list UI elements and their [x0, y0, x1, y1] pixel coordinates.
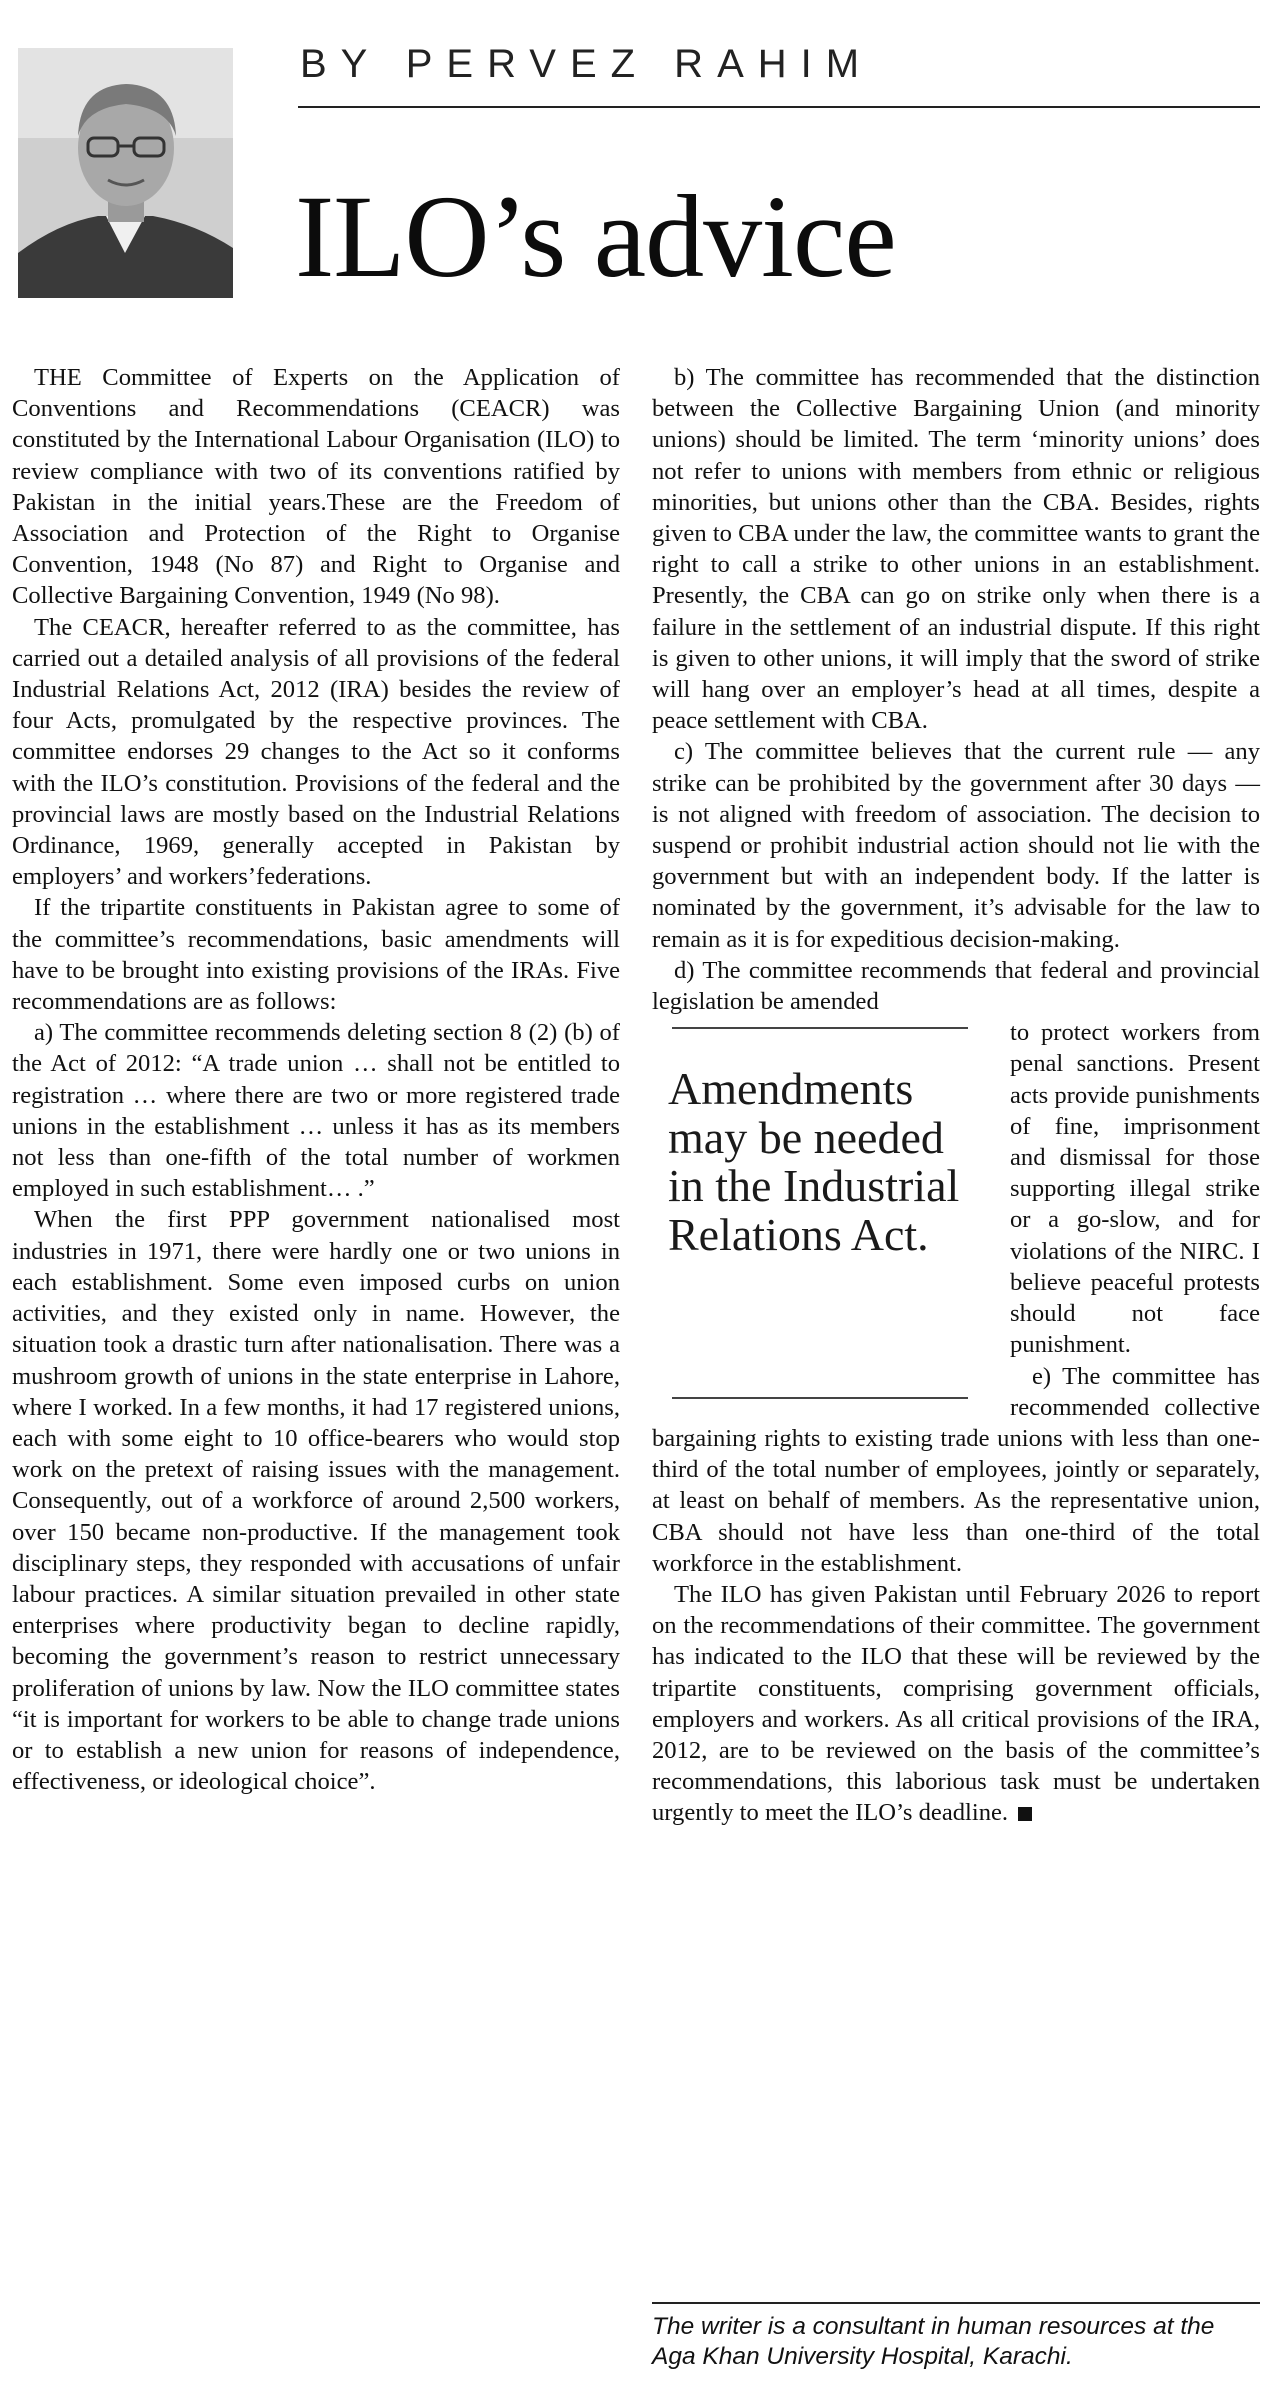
body-paragraph: c) The committee believes that the current rule — any strike can be prohibited by the government after 30 days — is not aligned with freedom of association. The decision to suspend or prohibit industrial action should not lie with the government but with an independent body. If the latter is nominated by the government, it’s advisable for the law to remain as it is for expeditious decision-making.: [652, 738, 1260, 953]
author-portrait-icon: [18, 48, 233, 298]
article-column-right: [652, 362, 1260, 2272]
pull-quote-bottom-rule: [672, 1397, 968, 1399]
body-paragraph: b) The committee has recommended that the distinction between the Collective Bargaining Union (and minority unions) should be limited. The term ‘minority unions’ does not refer to unions with members from ethnic or religious minorities, but unions other than the CBA. Besides, rights given to CBA under the law, the committee wants to grant the right to call a strike to other unions in an establishment. Presently, the CBA can go on strike only when there is a failure in the settlement of an industrial dispute. If this right is given to other unions, it will imply that the sword of strike will hang over an employer’s head at all times, despite a peace settlement with CBA.: [652, 364, 1260, 735]
end-square-icon: [1018, 1807, 1032, 1821]
author-photo-drawing: [18, 48, 233, 298]
footer-divider: [652, 2302, 1260, 2304]
byline: BY PERVEZ RAHIM: [300, 42, 874, 86]
body-paragraph-final: [652, 1579, 1260, 1829]
body-paragraph: d) The committee recommends that federal and provincial legislation be amended: [652, 956, 1260, 1016]
pull-quote-top-rule: [672, 1027, 968, 1029]
pull-quote-box: [652, 1021, 990, 1409]
headline: ILO’s advice: [295, 171, 896, 302]
article-header: [0, 0, 1280, 350]
body-paragraph: If the tripartite constituents in Pakistan agree to some of the committee’s recommendations, basic amendments will have to be brought into existing provisions of the IRAs. Five recommendations are as follows:: [12, 894, 620, 1016]
byline-divider: [298, 106, 1260, 108]
author-note: The writer is a consultant in human resources at the Aga Khan University Hospital, Karachi.: [652, 2313, 1215, 2370]
body-paragraph: The CEACR, hereafter referred to as the committee, has carried out a detailed analysis of all provisions of the federal Industrial Relations Act, 2012 (IRA) besides the review of four Acts, promulgated by the respective provinces. The committee endorses 29 changes to the Act so it conforms with the ILO’s constitution. Provisions of the federal and the provincial laws are mostly based on the Industrial Relations Ordinance, 1969, generally accepted in Pakistan by employers’ and workers’federations.: [12, 613, 620, 891]
body-paragraph: to protect workers from penal sanctions. Present acts provide punishments of fine, imprisonment and dismissal for those supporting illegal strike or a go-slow, and for violations of the NIRC. I believe peaceful protests should not face punishment.: [1010, 1019, 1260, 1359]
final-paragraph-text: The ILO has given Pakistan until February 2026 to report on the recommendations of their committee. The government has indicated to the ILO that these will be reviewed by the tripartite constituents, comprising government officials, employers and workers. As all critical provisions of the IRA, 2012, are to be reviewed on the basis of the committee’s recommendations, this laborious task must be undertaken urgently to meet the ILO’s deadline.: [652, 1580, 1260, 1827]
body-paragraph: When the first PPP government nationalised most industries in 1971, there were hardly one or two unions in each establishment. Some even imposed curbs on union activities, and they existed only in name. However, the situation took a drastic turn after nationalisation. There was a mushroom growth of unions in the state enterprise in Lahore, where I worked. In a few months, it had 17 registered unions, each with some eight to 10 office-bearers who would stop work on the pretext of raising issues with the management. Consequently, out of a workforce of around 2,500 workers, over 150 became non-productive. If the management took disciplinary steps, they responded with accusations of unfair labour practices. A similar situation prevailed in other state enterprises where productivity began to decline rapidly, becoming the government’s reason to restrict unnecessary proliferation of unions by law. Now the ILO committee states “it is important for workers to be able to change trade unions or to establish a new union for reasons of independence, effectiveness, or ideological choice”.: [12, 1206, 620, 1796]
article-column-left: [12, 362, 620, 2392]
body-paragraph: a) The committee recommends deleting section 8 (2) (b) of the Act of 2012: “A trade union … shall not be entitled to registration … where there are two or more registered trade unions in the establishment … unless it has as its members not less than one-fifth of the total number of workmen employed in such establishment… .”: [12, 1019, 620, 1203]
body-paragraph: e) The committee has recommended collective bargaining rights to existing trade unions with less than one-third of the total number of employees, jointly or separately, at least on behalf of members. As the representative union, CBA should not have less than one-third of the total workforce in the establishment.: [652, 1362, 1260, 1577]
pull-quote: Amendments may be needed in the Industrial Relations Act.: [668, 1063, 960, 1260]
body-paragraph: THE Committee of Experts on the Application of Conventions and Recommendations (CEACR) was constituted by the International Labour Organisation (ILO) to review compliance with two of its conventions ratified by Pakistan in the initial years.These are the Freedom of Association and Protection of the Right to Organise Convention, 1948 (No 87) and Right to Organise and Collective Bargaining Convention, 1949 (No 98).: [12, 364, 620, 610]
